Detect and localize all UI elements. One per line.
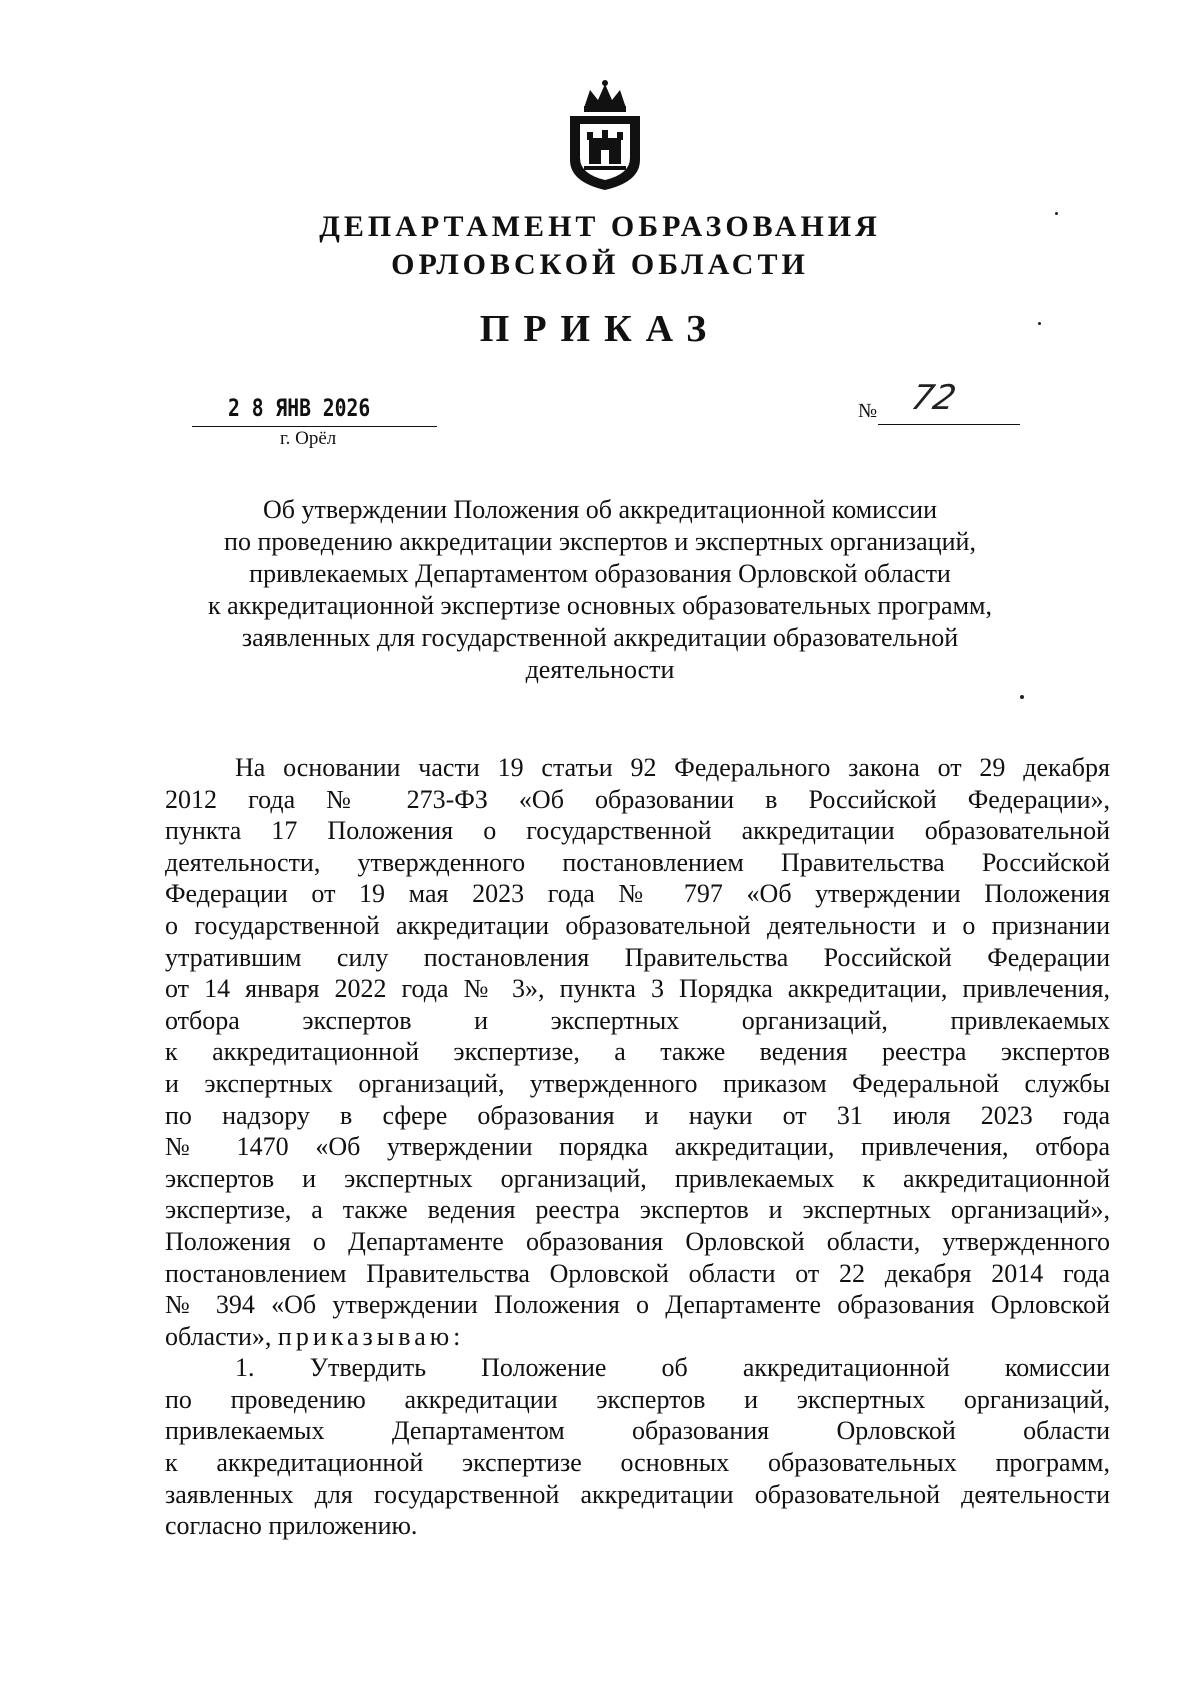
item-1-line: согласно приложению. <box>165 1511 418 1541</box>
preamble-last-line <box>165 1321 1110 1353</box>
preamble-line: от 14 января 2022 года № 3», пункта 3 Порядка аккредитации, привлечения, <box>165 974 1110 1004</box>
date-underline <box>192 426 437 427</box>
item-1-line: заявленных для государственной аккредитации образовательной деятельности <box>165 1479 1110 1509</box>
document-body <box>165 752 1110 1542</box>
preamble-line: к аккредитационной экспертизе, а также ведения реестра экспертов <box>165 1037 1110 1067</box>
date-stamp: 2 8 ЯНВ 2026 <box>228 394 371 422</box>
preamble-line: деятельности, утвержденного постановлением Правительства Российской <box>165 847 1110 877</box>
scan-speck <box>1038 322 1041 325</box>
preamble-line: и экспертных организаций, утвержденного приказом Федеральной службы <box>165 1068 1110 1098</box>
order-number: 72 <box>907 378 960 418</box>
subject-line: деятельности <box>525 655 675 684</box>
department-name-line-1: ДЕПАРТАМЕНТ ОБРАЗОВАНИЯ <box>319 210 881 243</box>
preamble-line: № 394 «Об утверждении Положения о Департаменте образования Орловской <box>165 1290 1110 1320</box>
scan-speck <box>1055 212 1058 215</box>
preamble-line: экспертизе, а также ведения реестра экспертов и экспертных организаций», <box>165 1195 1110 1225</box>
item-1-line: привлекаемых Департаментом образования Орловской области <box>165 1416 1110 1446</box>
preamble-line: о государственной аккредитации образовательной деятельности и о признании <box>165 910 1110 940</box>
subject-line: привлекаемых Департаментом образования Орловской области <box>249 559 951 588</box>
preamble-line: утратившим силу постановления Правительства Российской Федерации <box>165 942 1110 972</box>
number-sign: № <box>858 400 878 422</box>
preamble-line: постановлением Правительства Орловской области от 22 декабря 2014 года <box>165 1258 1110 1288</box>
subject-line: Об утверждении Положения об аккредитационной комиссии <box>263 495 937 524</box>
scan-speck <box>1020 695 1024 699</box>
document-subject <box>130 494 1070 686</box>
item-1-line: по проведению аккредитации экспертов и экспертных организаций, <box>165 1384 1110 1414</box>
preamble-line: области», <box>165 1321 272 1351</box>
preamble-line: № 1470 «Об утверждении порядка аккредитации, привлечения, отбора <box>165 1132 1110 1162</box>
preamble-line: 2012 года № 273-ФЗ «Об образовании в Российской Федерации», <box>165 784 1110 814</box>
item-1-line: 1. Утвердить Положение об аккредитационной комиссии <box>235 1353 1110 1383</box>
department-name-line-2: ОРЛОВСКОЙ ОБЛАСТИ <box>391 248 809 281</box>
document-type-title: ПРИКАЗ <box>479 308 721 350</box>
preamble-line: Федерации от 19 мая 2023 года № 797 «Об утверждении Положения <box>165 879 1110 909</box>
order-word: приказываю: <box>277 1321 465 1351</box>
preamble-line: пункта 17 Положения о государственной аккредитации образовательной <box>165 816 1110 846</box>
preamble-line: На основании части 19 статьи 92 Федерального закона от 29 декабря <box>235 753 1110 782</box>
city-label: г. Орёл <box>280 428 337 449</box>
preamble-line: отбора экспертов и экспертных организаций, привлекаемых <box>165 1005 1110 1035</box>
preamble-line: Положения о Департаменте образования Орловской области, утвержденного <box>165 1226 1110 1256</box>
coat-of-arms-icon <box>560 78 650 193</box>
subject-line: заявленных для государственной аккредитации образовательной <box>241 623 959 652</box>
preamble-line: экспертов и экспертных организаций, привлекаемых к аккредитационной <box>165 1163 1110 1193</box>
item-1-line: к аккредитационной экспертизе основных образовательных программ, <box>165 1448 1110 1478</box>
subject-line: к аккредитационной экспертизе основных образовательных программ, <box>207 591 993 620</box>
subject-line: по проведению аккредитации экспертов и экспертных организаций, <box>224 527 976 556</box>
preamble-line: по надзору в сфере образования и науки от 31 июля 2023 года <box>165 1100 1110 1130</box>
number-underline <box>878 424 1020 425</box>
